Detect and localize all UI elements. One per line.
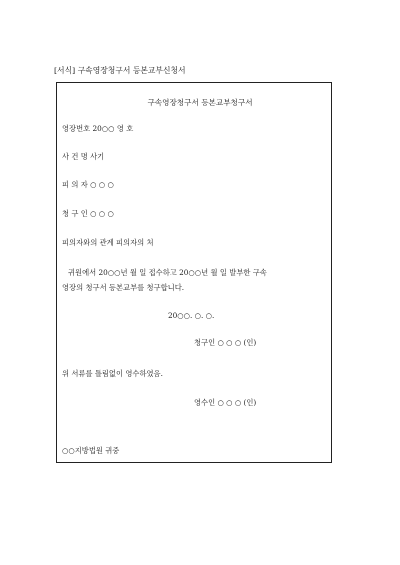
court-addressee: ○○지방법원 귀중 bbox=[62, 446, 120, 455]
request-date: 20○○. ○. ○. bbox=[168, 311, 215, 320]
receiver-signature: 영수인 ○ ○ ○ (인) bbox=[194, 398, 257, 407]
relation-line: 피의자와의 관계 피의자의 처 bbox=[62, 238, 154, 247]
claimant-signature: 청구인 ○ ○ ○ (인) bbox=[194, 338, 257, 347]
case-name-line: 사 건 명 사기 bbox=[62, 152, 105, 161]
suspect-line: 피 의 자 ○ ○ ○ bbox=[62, 180, 114, 189]
request-paragraph-line-1: 귀원에서 20○○년 월 일 접수하고 20○○년 월 일 발부한 구속 bbox=[68, 268, 267, 277]
claimant-line: 청 구 인 ○ ○ ○ bbox=[62, 209, 114, 218]
receipt-note: 위 서류를 틀림없이 영수하였음. bbox=[62, 369, 163, 378]
document-caption: [서식] 구속영장청구서 등본교부신청서 bbox=[54, 66, 186, 75]
warrant-number-line: 영장번호 20○○ 영 호 bbox=[62, 124, 134, 133]
form-title: 구속영장청구서 등본교부청구서 bbox=[147, 98, 253, 107]
request-paragraph-line-2: 영장의 청구서 등본교부를 청구합니다. bbox=[62, 283, 185, 292]
